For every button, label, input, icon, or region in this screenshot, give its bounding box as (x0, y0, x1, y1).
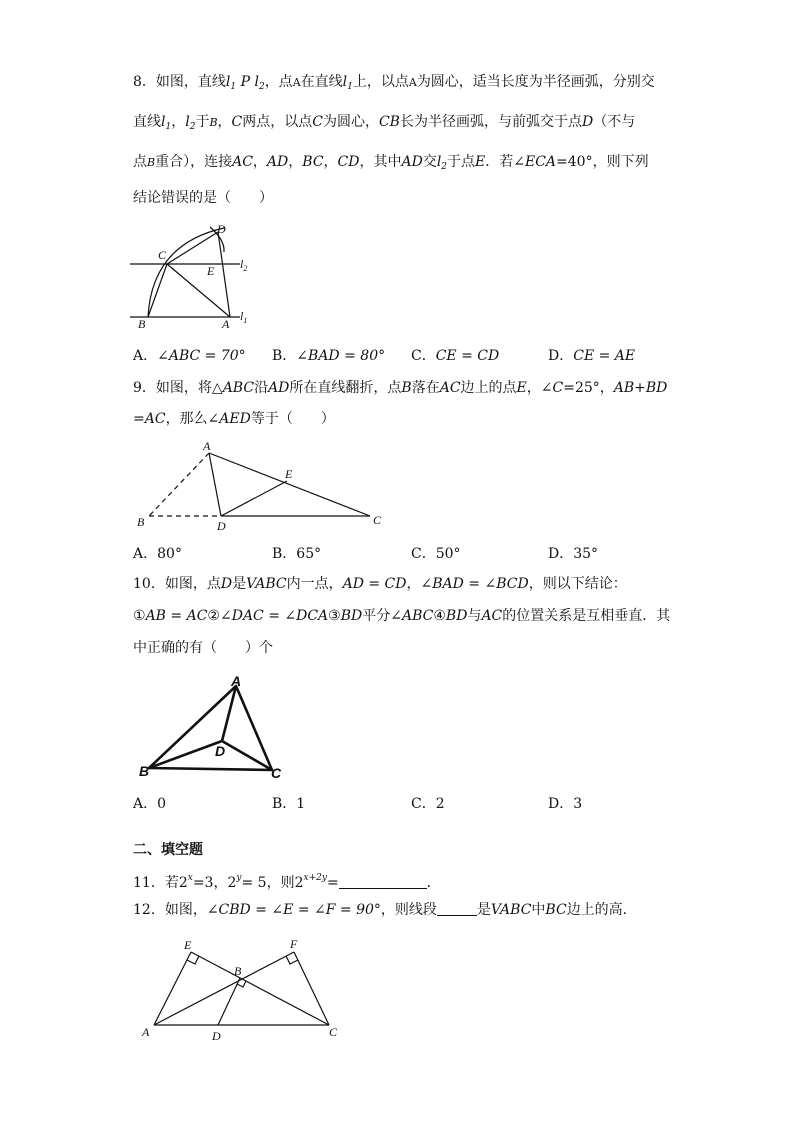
q9-option-c: C．50° (411, 546, 461, 562)
q9-option-d: D．35° (548, 546, 599, 562)
segment-BD (149, 741, 222, 768)
segment-CA (167, 264, 230, 317)
q11-text: 11．若$2^x=3$，$2^y= 5$，则$2^{x+2y}=$ ． (133, 873, 441, 891)
q8-option-b: B．∠BAD = 80° (272, 348, 386, 364)
segment-AC (209, 453, 370, 516)
q8-text-line-2: 直线$l_1$，$l_2$于B，C两点，以点C为圆心，CB长为半径画弧，与前弧交于点D（不与 (133, 114, 636, 132)
q9-option-a: A．80° (133, 546, 182, 562)
label-E: E (207, 264, 215, 278)
label-D: D (215, 743, 226, 759)
q10-option-d: D．3 (548, 796, 583, 812)
q11-answer-blank[interactable] (339, 888, 427, 889)
label-E: E (285, 467, 293, 481)
q12-answer-blank[interactable] (437, 915, 477, 916)
segment-CD (167, 232, 218, 264)
label-D: D (217, 519, 226, 533)
label-B: B (139, 763, 150, 779)
label-A: A (203, 439, 211, 453)
q10-option-a: A．0 (133, 796, 167, 812)
q10-option-c: C．2 (411, 796, 445, 812)
label-C: C (271, 765, 282, 781)
label-B: B (137, 515, 145, 529)
q8-option-d: D．CE = AE (548, 348, 636, 364)
q12-figure (133, 930, 353, 1045)
label-C: C (373, 513, 382, 527)
label-l2: $l_2$ (240, 257, 248, 273)
q10-text-line-3: 中正确的有（ ）个 (133, 640, 273, 656)
q8-option-a: A．∠ABC = 70° (133, 348, 246, 364)
segment-AD (209, 453, 221, 516)
segment-AB-dashed (149, 453, 209, 516)
label-C: C (158, 248, 167, 262)
segment-AF (154, 952, 294, 1025)
segment-EC (191, 952, 329, 1025)
label-F: F (290, 937, 298, 951)
triangle-ABC (149, 686, 272, 770)
segment-DE (221, 481, 287, 516)
q10-option-b: B．1 (272, 796, 306, 812)
q8-option-c: C．CE = CD (411, 348, 500, 364)
q8-text-line-3: 点B重合），连接AC，AD，BC，CD，其中AD交$l_2$于点E．若∠ECA=40°，则下列 (133, 154, 649, 172)
segment-FC (294, 952, 329, 1025)
q9-text-line-1: 9．如图，将△ABC沿AD所在直线翻折，点B落在AC边上的点E，∠C=25°，AB+BD (133, 380, 668, 396)
label-A: A (142, 1025, 150, 1039)
label-E: E (184, 938, 192, 952)
q9-option-b: B．65° (272, 546, 322, 562)
q9-figure (133, 440, 388, 532)
label-B: B (234, 964, 242, 978)
segment-BD (218, 978, 240, 1025)
q8-figure (130, 222, 260, 334)
q10-text-line-2: ①AB = AC②∠DAC = ∠DCA③BD平分∠ABC④BD与AC的位置关系是互相垂直．其 (133, 608, 671, 624)
label-A: A (222, 317, 230, 331)
label-A: A (231, 673, 242, 689)
label-l1: $l_1$ (240, 309, 248, 325)
q9-text-line-2: =AC，那么∠AED等于（ ） (133, 411, 335, 427)
q8-text-line-4: 结论错误的是（ ） (133, 190, 273, 206)
q12-text: 12．如图，∠CBD = ∠E = ∠F = 90°，则线段 是VABC中BC边上的高． (133, 902, 637, 918)
label-C: C (329, 1025, 338, 1039)
section-title: 二、填空题 (133, 842, 203, 858)
q10-figure (133, 672, 293, 784)
label-D: D (212, 1029, 221, 1043)
segment-BC (148, 264, 167, 317)
segment-AD (218, 232, 230, 317)
segment-AE (154, 952, 191, 1025)
label-B: B (138, 317, 146, 331)
q10-text-line-1: 10．如图，点D是VABC内一点，AD = CD，∠BAD = ∠BCD，则以下结论： (133, 576, 627, 592)
label-D: D (217, 222, 226, 236)
q8-text-line-1: 8．如图，直线$l_1$ P $l_2$，点A在直线$l_1$上，以点A为圆心，适当长度为半径画弧，分别交 (133, 74, 655, 92)
